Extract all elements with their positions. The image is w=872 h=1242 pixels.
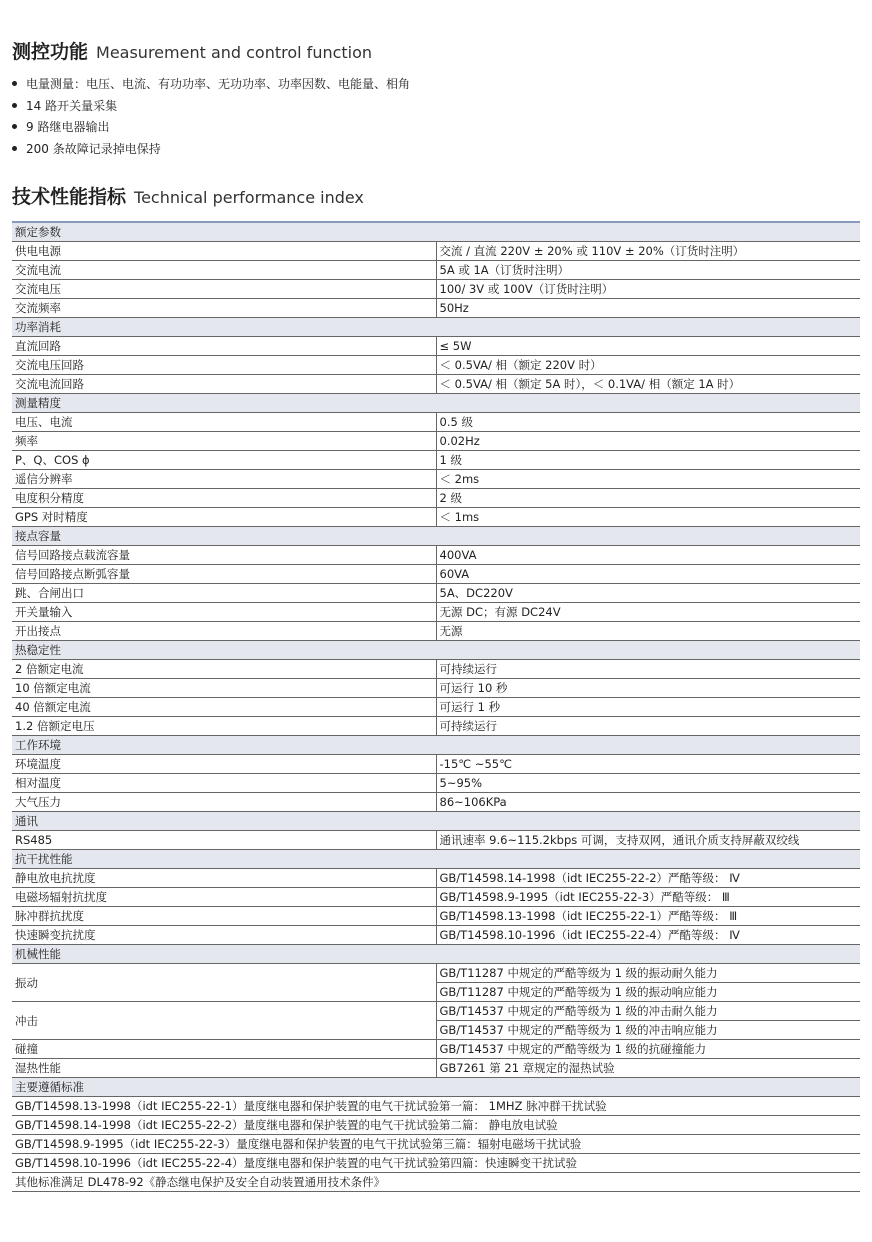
param-value: 60VA [436, 565, 860, 584]
param-value: 可运行 10 秒 [436, 679, 860, 698]
param-label: 碰撞 [12, 1040, 436, 1059]
section-row [12, 1078, 860, 1097]
param-value: GB/T14537 中规定的严酷等级为 1 级的冲击响应能力 [436, 1021, 860, 1040]
section-row [12, 850, 860, 869]
param-label: 电度积分精度 [12, 489, 436, 508]
section-row [12, 394, 860, 413]
param-label: 1.2 倍额定电压 [12, 717, 436, 736]
table-row [12, 470, 860, 489]
param-value: GB7261 第 21 章规定的湿热试验 [436, 1059, 860, 1078]
table-row [12, 489, 860, 508]
table-row [12, 261, 860, 280]
param-label: 跳、合闸出口 [12, 584, 436, 603]
param-value: 50Hz [436, 299, 860, 318]
table-row [12, 793, 860, 812]
param-value: ＜ 0.5VA/ 相（额定 220V 时） [436, 356, 860, 375]
feature-item: 电量测量：电压、电流、有功功率、无功功率、功率因数、电能量、相角 [12, 74, 410, 96]
param-value: ＜ 0.5VA/ 相（额定 5A 时），＜ 0.1VA/ 相（额定 1A 时） [436, 375, 860, 394]
table-row [12, 584, 860, 603]
standard-row [12, 1173, 860, 1192]
section-label: 测量精度 [12, 394, 860, 413]
section-heading-technical [12, 181, 364, 209]
param-label: 开出接点 [12, 622, 436, 641]
param-label: 直流回路 [12, 337, 436, 356]
param-label: 静电放电抗扰度 [12, 869, 436, 888]
param-label: 交流电压回路 [12, 356, 436, 375]
heading-cn: 技术性能指标 [12, 186, 127, 208]
param-value: GB/T14598.10-1996（idt IEC255-22-4）严酷等级： Ⅳ [436, 926, 860, 945]
param-value: 1 级 [436, 451, 860, 470]
table-row [12, 622, 860, 641]
section-row [12, 222, 860, 242]
param-label: 40 倍额定电流 [12, 698, 436, 717]
param-label: 大气压力 [12, 793, 436, 812]
table-row [12, 698, 860, 717]
feature-item: 200 条故障记录掉电保持 [12, 139, 410, 161]
table-row [12, 242, 860, 261]
param-value: 无源 DC；有源 DC24V [436, 603, 860, 622]
table-row [12, 546, 860, 565]
section-label: 主要遵循标准 [12, 1078, 860, 1097]
param-value: 可持续运行 [436, 660, 860, 679]
param-value: ≤ 5W [436, 337, 860, 356]
param-value: 0.02Hz [436, 432, 860, 451]
spec-table-body [12, 222, 860, 1192]
section-row [12, 318, 860, 337]
section-label: 工作环境 [12, 736, 860, 755]
standard-row [12, 1135, 860, 1154]
param-label: 交流电流回路 [12, 375, 436, 394]
table-row [12, 337, 860, 356]
param-value: 400VA [436, 546, 860, 565]
param-value: 交流 / 直流 220V ± 20% 或 110V ± 20%（订货时注明） [436, 242, 860, 261]
param-label: 交流电流 [12, 261, 436, 280]
param-value: 5A 或 1A（订货时注明） [436, 261, 860, 280]
section-label: 机械性能 [12, 945, 860, 964]
param-label: 10 倍额定电流 [12, 679, 436, 698]
table-row [12, 1059, 860, 1078]
standard-row [12, 1097, 860, 1116]
table-row [12, 679, 860, 698]
table-row [12, 299, 860, 318]
param-value: 86~106KPa [436, 793, 860, 812]
standard-text: GB/T14598.10-1996（idt IEC255-22-4）量度继电器和保护装置的电气干扰试验第四篇：快速瞬变干扰试验 [12, 1154, 860, 1173]
param-value: GB/T11287 中规定的严酷等级为 1 级的振动耐久能力 [436, 964, 860, 983]
param-label: RS485 [12, 831, 436, 850]
feature-list [12, 74, 410, 160]
param-value: GB/T14537 中规定的严酷等级为 1 级的冲击耐久能力 [436, 1002, 860, 1021]
standard-row [12, 1116, 860, 1135]
section-label: 额定参数 [12, 222, 860, 242]
param-label: 快速瞬变抗扰度 [12, 926, 436, 945]
param-label: 湿热性能 [12, 1059, 436, 1078]
param-label: P、Q、COS ϕ [12, 451, 436, 470]
standard-text: GB/T14598.13-1998（idt IEC255-22-1）量度继电器和保护装置的电气干扰试验第一篇： 1MHZ 脉冲群干扰试验 [12, 1097, 860, 1116]
table-row [12, 869, 860, 888]
section-label: 抗干扰性能 [12, 850, 860, 869]
section-row [12, 527, 860, 546]
param-value: GB/T14598.14-1998（idt IEC255-22-2）严酷等级： Ⅳ [436, 869, 860, 888]
table-row [12, 356, 860, 375]
standard-row [12, 1154, 860, 1173]
section-row [12, 641, 860, 660]
section-row [12, 945, 860, 964]
table-row [12, 413, 860, 432]
table-row [12, 907, 860, 926]
standard-text: 其他标准满足 DL478-92《静态继电保护及安全自动装置通用技术条件》 [12, 1173, 860, 1192]
section-label: 接点容量 [12, 527, 860, 546]
section-row [12, 812, 860, 831]
table-row [12, 1040, 860, 1059]
table-row [12, 603, 860, 622]
section-label: 功率消耗 [12, 318, 860, 337]
param-label: 脉冲群抗扰度 [12, 907, 436, 926]
param-value: GB/T11287 中规定的严酷等级为 1 级的振动响应能力 [436, 983, 860, 1002]
param-value: -15℃ ~55℃ [436, 755, 860, 774]
table-row [12, 508, 860, 527]
section-label: 热稳定性 [12, 641, 860, 660]
param-label: 交流频率 [12, 299, 436, 318]
heading-en: Measurement and control function [96, 43, 373, 62]
param-label: 电压、电流 [12, 413, 436, 432]
table-row [12, 717, 860, 736]
param-value: 100/ 3V 或 100V（订货时注明） [436, 280, 860, 299]
param-label: 遥信分辨率 [12, 470, 436, 489]
table-row [12, 964, 860, 983]
standard-text: GB/T14598.14-1998（idt IEC255-22-2）量度继电器和保护装置的电气干扰试验第二篇： 静电放电试验 [12, 1116, 860, 1135]
param-value: ＜ 1ms [436, 508, 860, 527]
param-label: 电磁场辐射抗扰度 [12, 888, 436, 907]
section-row [12, 736, 860, 755]
param-value: 5A、DC220V [436, 584, 860, 603]
param-value: GB/T14598.13-1998（idt IEC255-22-1）严酷等级： Ⅲ [436, 907, 860, 926]
param-label: 信号回路接点断弧容量 [12, 565, 436, 584]
table-row [12, 831, 860, 850]
param-label: 2 倍额定电流 [12, 660, 436, 679]
table-row [12, 451, 860, 470]
param-value: 无源 [436, 622, 860, 641]
param-label: 振动 [12, 964, 436, 1002]
param-label: 信号回路接点载流容量 [12, 546, 436, 565]
param-label: GPS 对时精度 [12, 508, 436, 527]
table-row [12, 660, 860, 679]
param-label: 供电电源 [12, 242, 436, 261]
param-value: ＜ 2ms [436, 470, 860, 489]
param-value: 0.5 级 [436, 413, 860, 432]
param-label: 环境温度 [12, 755, 436, 774]
section-heading-measurement [12, 36, 372, 64]
param-label: 冲击 [12, 1002, 436, 1040]
param-value: 通讯速率 9.6~115.2kbps 可调，支持双网，通讯介质支持屏蔽双绞线 [436, 831, 860, 850]
table-row [12, 755, 860, 774]
table-row [12, 280, 860, 299]
section-label: 通讯 [12, 812, 860, 831]
table-row [12, 565, 860, 584]
param-label: 相对温度 [12, 774, 436, 793]
param-label: 频率 [12, 432, 436, 451]
param-value: 5~95% [436, 774, 860, 793]
feature-item: 14 路开关量采集 [12, 96, 410, 118]
param-label: 开关量输入 [12, 603, 436, 622]
standard-text: GB/T14598.9-1995（idt IEC255-22-3）量度继电器和保护装置的电气干扰试验第三篇：辐射电磁场干扰试验 [12, 1135, 860, 1154]
param-value: GB/T14537 中规定的严酷等级为 1 级的抗碰撞能力 [436, 1040, 860, 1059]
param-label: 交流电压 [12, 280, 436, 299]
spec-table [12, 221, 860, 1192]
param-value: 2 级 [436, 489, 860, 508]
table-row [12, 375, 860, 394]
param-value: 可运行 1 秒 [436, 698, 860, 717]
heading-en: Technical performance index [134, 188, 364, 207]
table-row [12, 1002, 860, 1021]
table-row [12, 888, 860, 907]
param-value: 可持续运行 [436, 717, 860, 736]
heading-cn: 测控功能 [12, 41, 89, 63]
table-row [12, 926, 860, 945]
table-row [12, 774, 860, 793]
param-value: GB/T14598.9-1995（idt IEC255-22-3）严酷等级： Ⅲ [436, 888, 860, 907]
table-row [12, 432, 860, 451]
feature-item: 9 路继电器输出 [12, 117, 410, 139]
